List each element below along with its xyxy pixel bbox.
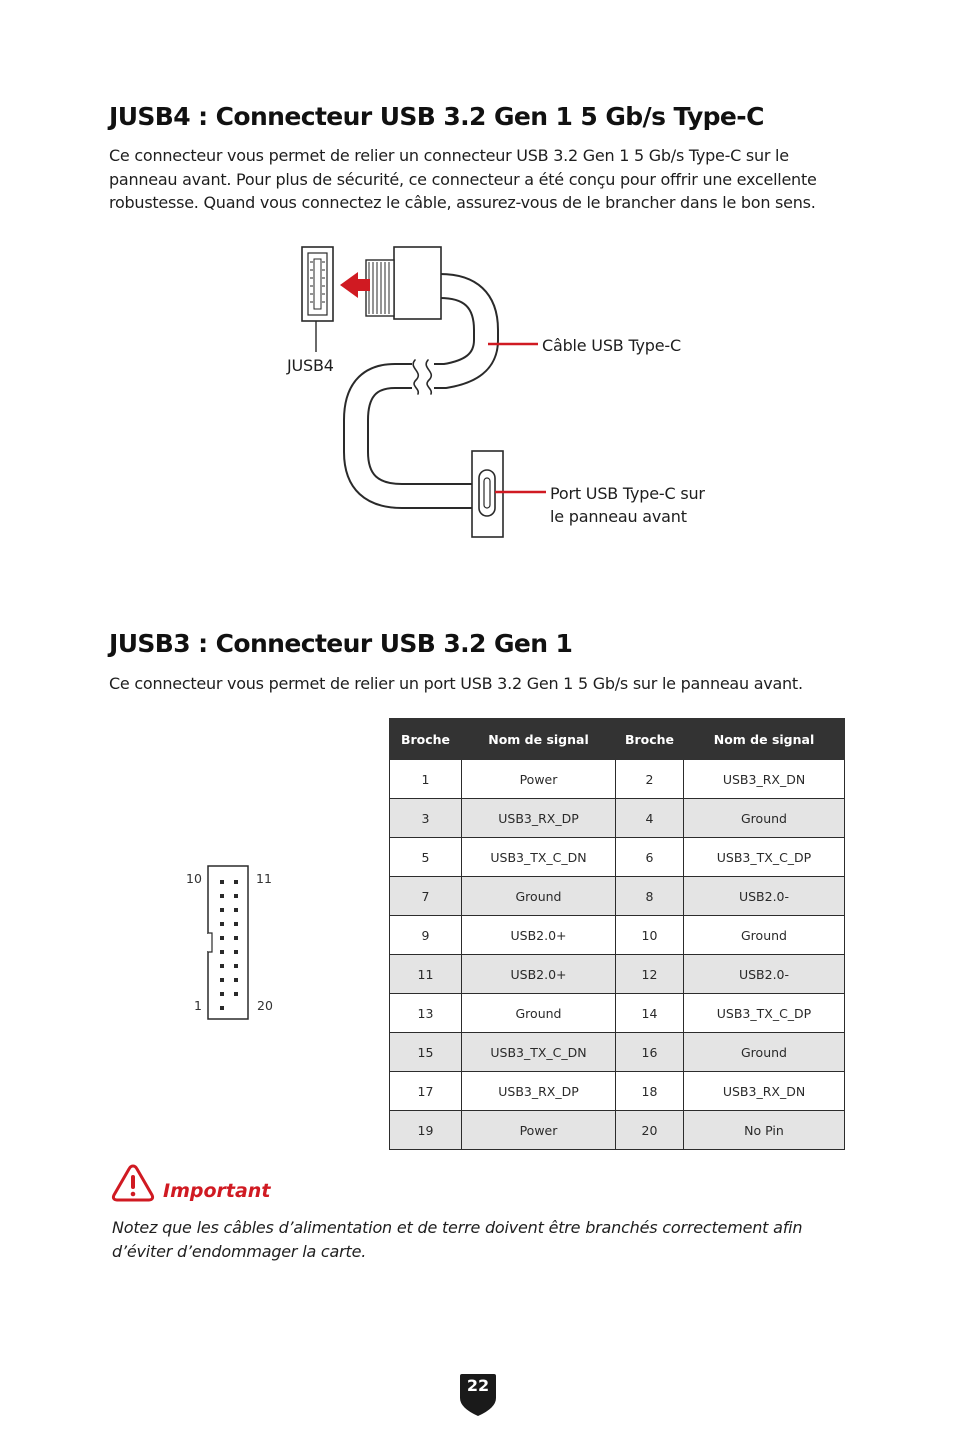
page-number: 22 bbox=[466, 1376, 490, 1395]
table-row bbox=[390, 838, 845, 877]
pin-label-bottom-left: 1 bbox=[194, 998, 202, 1013]
table-cell: 11 bbox=[390, 955, 462, 994]
table-row bbox=[390, 877, 845, 916]
pin-definition-table bbox=[389, 718, 845, 1150]
table-cell: USB2.0- bbox=[684, 877, 845, 916]
table-cell: USB3_TX_C_DP bbox=[684, 838, 845, 877]
table-cell: 14 bbox=[616, 994, 684, 1033]
table-cell: USB3_TX_C_DN bbox=[462, 1033, 616, 1072]
table-cell: USB3_TX_C_DP bbox=[684, 994, 845, 1033]
section-body-jusb3: Ce connecteur vous permet de relier un port USB 3.2 Gen 1 5 Gb/s sur le panneau avant. bbox=[109, 674, 803, 693]
table-cell: Ground bbox=[462, 994, 616, 1033]
table-row bbox=[390, 955, 845, 994]
table-cell: 2 bbox=[616, 760, 684, 799]
important-text: Notez que les câbles d’alimentation et de terre doivent être branchés correctement afin d’éviter d’endommager la carte. bbox=[112, 1218, 803, 1261]
table-cell: 10 bbox=[616, 916, 684, 955]
table-cell: No Pin bbox=[684, 1111, 845, 1150]
column-header: Broche bbox=[616, 719, 684, 760]
table-cell: 20 bbox=[616, 1111, 684, 1150]
table-cell: Ground bbox=[462, 877, 616, 916]
table-cell: 7 bbox=[390, 877, 462, 916]
port-label-line2: le panneau avant bbox=[550, 507, 687, 526]
table-row bbox=[390, 1072, 845, 1111]
pin-label-top-right: 11 bbox=[256, 871, 272, 886]
column-header: Nom de signal bbox=[462, 719, 616, 760]
table-cell: USB3_RX_DN bbox=[684, 1072, 845, 1111]
pin-label-bottom-right: 20 bbox=[257, 998, 273, 1013]
table-cell: Power bbox=[462, 760, 616, 799]
table-cell: USB2.0+ bbox=[462, 955, 616, 994]
table-cell: 12 bbox=[616, 955, 684, 994]
table-cell: 1 bbox=[390, 760, 462, 799]
table-row bbox=[390, 916, 845, 955]
table-cell: USB3_TX_C_DN bbox=[462, 838, 616, 877]
table-row bbox=[390, 799, 845, 838]
table-cell: 8 bbox=[616, 877, 684, 916]
table-cell: 17 bbox=[390, 1072, 462, 1111]
table-cell: 5 bbox=[390, 838, 462, 877]
table-row bbox=[390, 994, 845, 1033]
table-cell: Ground bbox=[684, 799, 845, 838]
table-cell: 18 bbox=[616, 1072, 684, 1111]
column-header: Nom de signal bbox=[684, 719, 845, 760]
jusb4-label: JUSB4 bbox=[287, 356, 334, 375]
warning-icon bbox=[111, 1163, 155, 1203]
section-body-jusb4: Ce connecteur vous permet de relier un connecteur USB 3.2 Gen 1 5 Gb/s Type-C sur le panneau avant. Pour plus de sécurité, ce connecteur a été conçu pour offrir une excellente robustesse. Quand vous connectez le câble, assurez-vous de le brancher dans le bon sens. bbox=[109, 146, 817, 212]
table-cell: 13 bbox=[390, 994, 462, 1033]
table-cell: Ground bbox=[684, 1033, 845, 1072]
cable-label: Câble USB Type-C bbox=[542, 336, 681, 355]
port-label-line1: Port USB Type-C sur bbox=[550, 484, 705, 503]
table-cell: 16 bbox=[616, 1033, 684, 1072]
table-cell: 3 bbox=[390, 799, 462, 838]
column-header: Broche bbox=[390, 719, 462, 760]
table-header-row bbox=[390, 719, 845, 760]
table-cell: USB2.0- bbox=[684, 955, 845, 994]
table-row bbox=[390, 760, 845, 799]
section-title-jusb4: JUSB4 : Connecteur USB 3.2 Gen 1 5 Gb/s Type-C bbox=[109, 102, 764, 131]
table-cell: USB3_RX_DP bbox=[462, 1072, 616, 1111]
table-cell: Ground bbox=[684, 916, 845, 955]
table-cell: 19 bbox=[390, 1111, 462, 1150]
table-cell: 6 bbox=[616, 838, 684, 877]
table-cell: 9 bbox=[390, 916, 462, 955]
table-cell: 4 bbox=[616, 799, 684, 838]
table-cell: Power bbox=[462, 1111, 616, 1150]
table-cell: USB2.0+ bbox=[462, 916, 616, 955]
important-title: Important bbox=[163, 1180, 271, 1202]
pin-label-top-left: 10 bbox=[186, 871, 202, 886]
table-cell: 15 bbox=[390, 1033, 462, 1072]
table-cell: USB3_RX_DP bbox=[462, 799, 616, 838]
table-cell: USB3_RX_DN bbox=[684, 760, 845, 799]
table-row bbox=[390, 1033, 845, 1072]
section-title-jusb3: JUSB3 : Connecteur USB 3.2 Gen 1 bbox=[109, 629, 573, 658]
table-row bbox=[390, 1111, 845, 1150]
